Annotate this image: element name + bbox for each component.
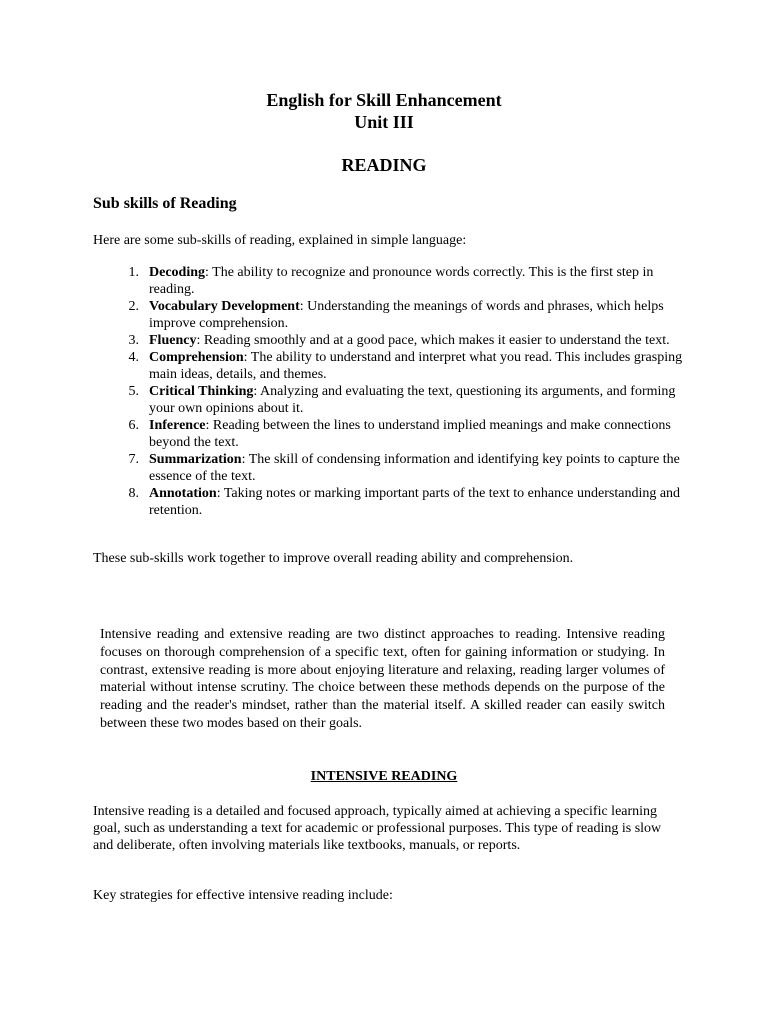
list-item-text [149,417,683,451]
list-item-text [149,349,683,383]
subskill-description: : Reading between the lines to understand implied meanings and make connections beyond the text. [149,418,671,450]
subskill-description: : The ability to understand and interpret what you read. This includes grasping main ideas, details, and themes. [149,350,683,382]
list-item [93,451,683,485]
list-item [93,417,683,451]
subskill-term: Vocabulary Development [149,299,300,314]
list-item [93,349,683,383]
subskill-description: : Analyzing and evaluating the text, questioning its arguments, and forming your own opinions about it. [149,384,676,416]
list-item [93,264,683,298]
list-item-text [149,264,683,298]
list-item-number: 8. [128,486,139,501]
list-item-text [149,332,683,349]
topic-title: READING [341,155,427,175]
subskill-description: : Understanding the meanings of words and phrases, which helps improve comprehension. [149,299,664,331]
comparison-paragraph: Intensive reading and extensive reading are two distinct approaches to reading. Intensive reading focuses on thorough comprehension of a specific text, often for gaining information or studying. In contrast, extensive reading is more about enjoying literature and relaxing, reading larger volumes of material without intense scrutiny. The choice between these methods depends on the purpose of the reading and the reader's mindset, rather than the material itself. A skilled reader can easily switch between these two modes based on their goals. [100,627,665,731]
list-item-number: 2. [128,299,139,314]
list-item-text [149,451,683,485]
subskill-term: Fluency [149,333,197,348]
subskill-description: : The skill of condensing information and identifying key points to capture the essence of the text. [149,452,680,484]
list-item-number: 4. [128,350,139,365]
subskill-term: Decoding [149,265,205,280]
list-item-number: 7. [128,452,139,467]
list-item [93,332,683,349]
section-heading: Sub skills of Reading [93,195,237,212]
list-item-text [149,298,683,332]
list-item [93,383,683,417]
intro-paragraph: Here are some sub-skills of reading, explained in simple language: [93,233,467,248]
subskill-term: Critical Thinking [149,384,254,399]
unit-title: Unit III [354,112,414,132]
subskill-term: Inference [149,418,206,433]
intensive-reading-paragraph: Intensive reading is a detailed and focused approach, typically aimed at achieving a specific learning goal, such as understanding a text for academic or professional purposes. This type of reading is slow and deliberate, often involving materials like textbooks, manuals, or reports. [93,804,662,853]
subskill-term: Summarization [149,452,242,467]
closing-paragraph: These sub-skills work together to improve overall reading ability and comprehension. [93,551,574,566]
subskill-term: Annotation [149,486,217,501]
subskill-term: Comprehension [149,350,244,365]
list-item-number: 3. [128,333,139,348]
course-title: English for Skill Enhancement [266,90,502,110]
list-item-number: 5. [128,384,139,399]
subskill-description: : Taking notes or marking important parts of the text to enhance understanding and retention. [149,486,681,518]
intensive-reading-heading: INTENSIVE READING [310,769,458,784]
subskill-description: : The ability to recognize and pronounce words correctly. This is the first step in reading. [149,265,654,297]
list-item-number: 1. [128,265,139,280]
list-item [93,298,683,332]
subskills-list [93,264,683,519]
strategies-intro: Key strategies for effective intensive reading include: [93,888,393,903]
list-item [93,485,683,519]
list-item-text [149,383,683,417]
list-item-text [149,485,683,519]
subskill-description: : Reading smoothly and at a good pace, which makes it easier to understand the text. [196,333,670,348]
list-item-number: 6. [128,418,139,433]
